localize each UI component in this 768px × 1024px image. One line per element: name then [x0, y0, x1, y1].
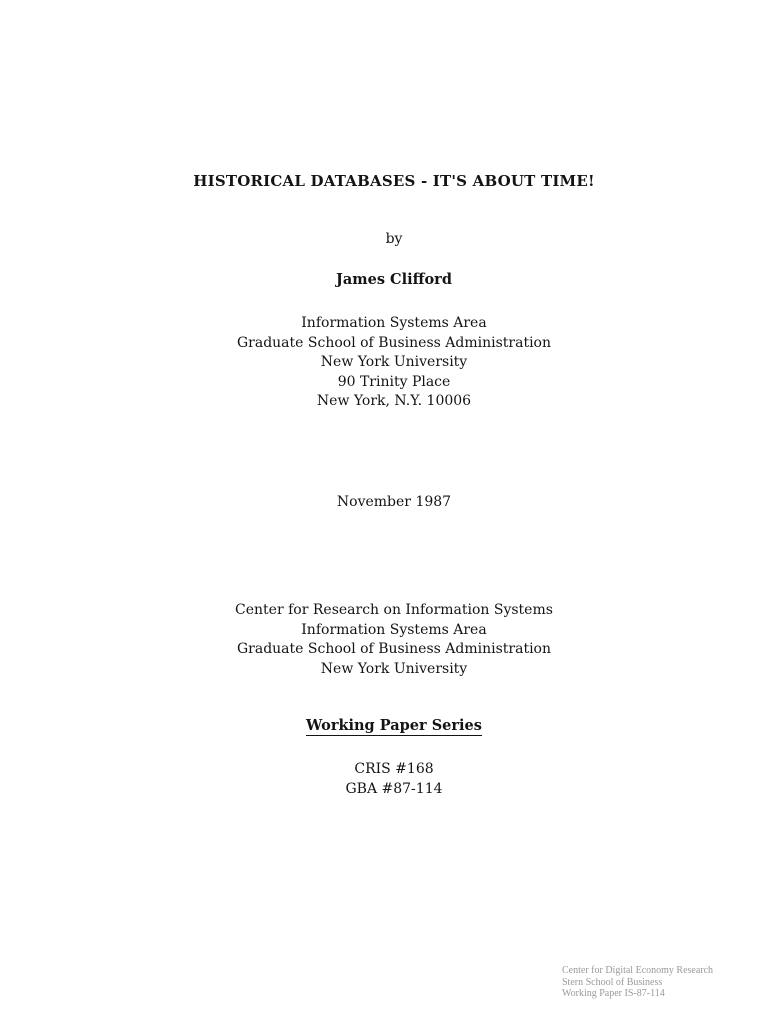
stamp-line: Center for Digital Economy Research [562, 965, 714, 976]
series-heading [0, 717, 768, 734]
author-affiliation [0, 314, 768, 412]
author-name: James Clifford [336, 271, 452, 288]
affiliation-line: Graduate School of Business Administration [236, 334, 551, 351]
byline: by [385, 231, 403, 247]
center-line: New York University [320, 660, 468, 677]
publication-date: November 1987 [336, 494, 452, 510]
center-line: Center for Research on Information Systems [235, 602, 553, 618]
archive-stamp [562, 965, 713, 1000]
affiliation-line: Information Systems Area [301, 315, 487, 331]
center-line: Information Systems Area [301, 621, 487, 638]
stamp-line: Working Paper IS-87-114 [562, 988, 665, 999]
research-center [0, 601, 768, 679]
center-line: Graduate School of Business Administration [236, 641, 551, 657]
paper-number: GBA #87-114 [345, 780, 443, 797]
affiliation-line: 90 Trinity Place [337, 373, 451, 390]
paper-title: HISTORICAL DATABASES - IT'S ABOUT TIME! [193, 172, 595, 190]
affiliation-line: New York, N.Y. 10006 [316, 393, 472, 409]
series-label: Working Paper Series [306, 717, 482, 734]
stamp-line: Stern School of Business [562, 976, 663, 988]
paper-number: CRIS #168 [354, 761, 434, 777]
paper-numbers [0, 760, 768, 799]
affiliation-line: New York University [320, 354, 468, 370]
